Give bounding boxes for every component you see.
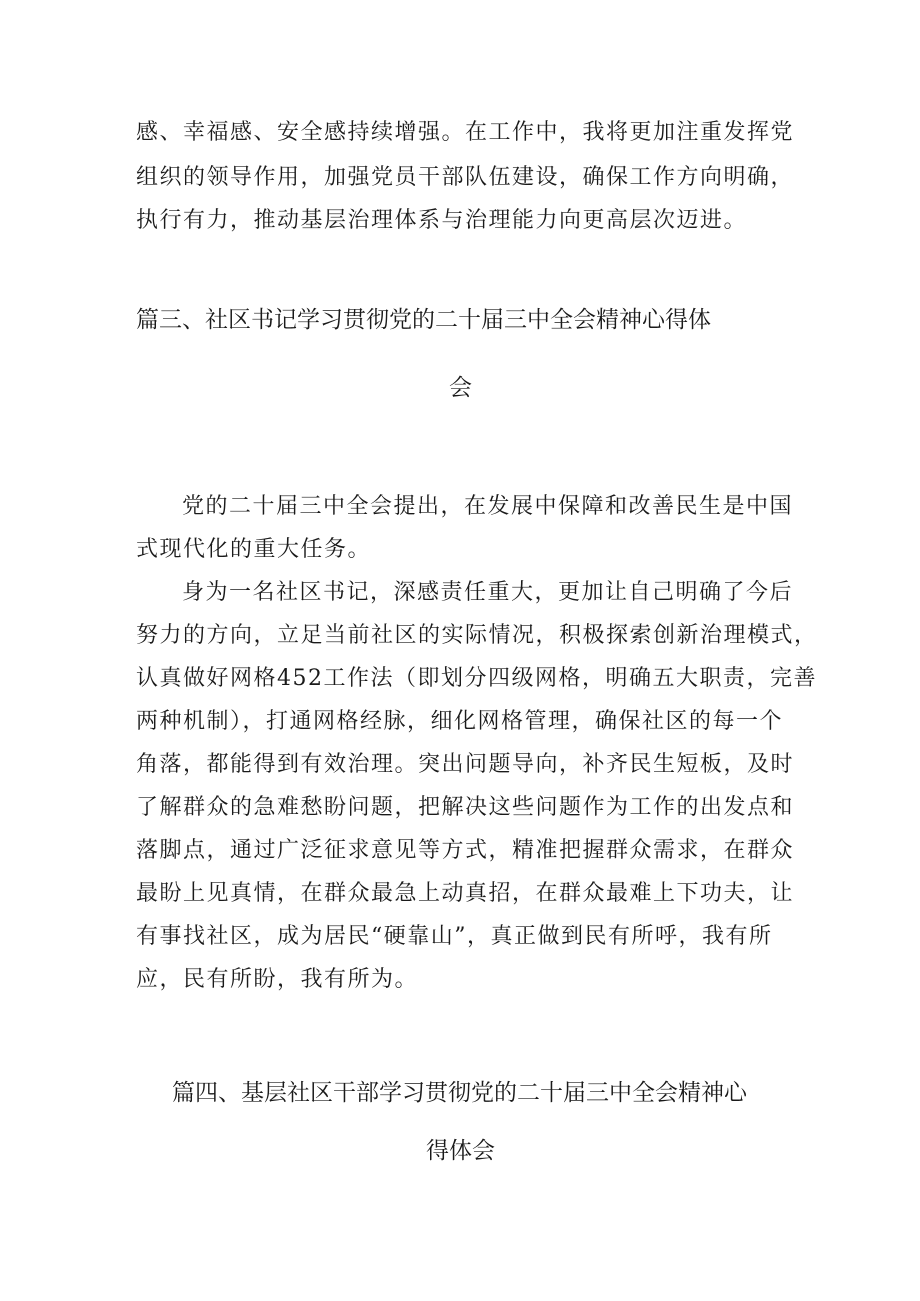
section3-p2-line-7: 落脚点，通过广泛征求意见等方式，精准把握群众需求，在群众 (136, 838, 795, 863)
intro-line-2: 组织的领导作用，加强党员干部队伍建设，确保工作方向明确， (136, 165, 795, 190)
section3-p2-line-8: 最盼上见真情，在群众最急上动真招，在群众最难上下功夫，让 (136, 881, 795, 906)
section3-title-line-1: 篇三、社区书记学习贯彻党的二十届三中全会精神心得体 (136, 307, 711, 333)
section3-p2-line-1: 身为一名社区书记，深感责任重大，更加让自己明确了今后 (182, 580, 794, 605)
section3-p2-line-4: 两种机制），打通网格经脉，细化网格管理，确保社区的每一个 (136, 709, 784, 734)
intro-line-1: 感、幸福感、安全感持续增强。在工作中，我将更加注重发挥党 (136, 120, 795, 145)
section3-p2-line-10: 应，民有所盼，我有所为。 (136, 967, 419, 992)
section3-p2-line-2: 努力的方向，立足当前社区的实际情况，积极探索创新治理模式， (136, 623, 818, 648)
section4-title-line-1: 篇四、基层社区干部学习贯彻党的二十届三中全会精神心 (172, 1080, 747, 1106)
section3-p1-line-2: 式现代化的重大任务。 (136, 537, 372, 562)
intro-line-3: 执行有力，推动基层治理体系与治理能力向更高层次迈进。 (136, 208, 748, 233)
section3-p2-line-5: 角落，都能得到有效治理。突出问题导向，补齐民生短板，及时 (136, 752, 795, 777)
section3-p2-line-3: 认真做好网格452工作法（即划分四级网格，明确五大职责，完善 (136, 666, 817, 691)
section3-p2-line-6: 了解群众的急难愁盼问题，把解决这些问题作为工作的出发点和 (136, 795, 795, 820)
section3-p1-line-1: 党的二十届三中全会提出，在发展中保障和改善民生是中国 (182, 494, 794, 519)
section4-title-line-2: 得体会 (426, 1138, 495, 1164)
section3-p2-line-9: 有事找社区，成为居民“硬靠山”，真正做到民有所呼，我有所 (136, 924, 773, 949)
section3-title-line-2: 会 (449, 375, 472, 401)
